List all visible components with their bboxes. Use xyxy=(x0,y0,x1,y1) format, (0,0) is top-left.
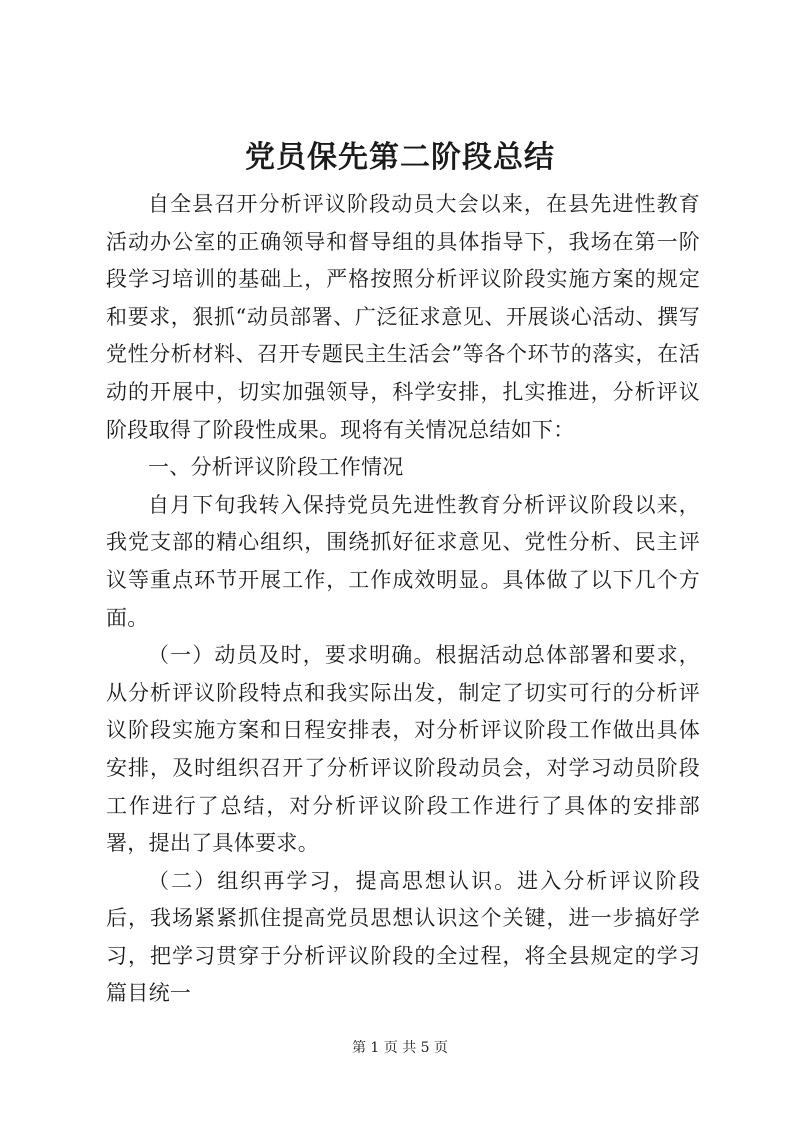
paragraph-item-1: （一）动员及时，要求明确。根据活动总体部署和要求，从分析评议阶段特点和我实际出发，制定了切实可行的分析评议阶段实施方案和日程安排表，对分析评议阶段工作做出具体安排，及时组织召开了分析评议阶段动员会，对学习动员阶段工作进行了总结，对分析评议阶段工作进行了具体的安排部署，提出了具体要求。 xyxy=(106,643,700,856)
paragraph-intro: 自全县召开分析评议阶段动员大会以来，在县先进性教育活动办公室的正确领导和督导组的具体指导下，我场在第一阶段学习培训的基础上，严格按照分析评议阶段实施方案的规定和要求，狠抓“动员部署、广泛征求意见、开展谈心活动、撰写党性分析材料、召开专题民主生活会”等各个环节的落实，在活动的开展中，切实加强领导，科学安排，扎实推进，分析评议阶段取得了阶段性成果。现将有关情况总结如下： xyxy=(106,192,700,442)
paragraph-item-2: （二）组织再学习，提高思想认识。进入分析评议阶段后，我场紧紧抓住提高党员思想认识这个关键，进一步搞好学习，把学习贯穿于分析评议阶段的全过程，将全县规定的学习篇目统一 xyxy=(106,868,700,1006)
paragraph-overview: 自月下旬我转入保持党员先进性教育分析评议阶段以来，我党支部的精心组织，围绕抓好征求意见、党性分析、民主评议等重点环节开展工作，工作成效明显。具体做了以下几个方面。 xyxy=(106,492,700,630)
page-number-footer: 第 1 页 共 5 页 xyxy=(351,1040,449,1056)
document-title: 党员保先第二阶段总结 xyxy=(245,140,555,175)
section-heading-1: 一、分析评议阶段工作情况 xyxy=(148,455,404,480)
document-body xyxy=(106,186,700,1013)
